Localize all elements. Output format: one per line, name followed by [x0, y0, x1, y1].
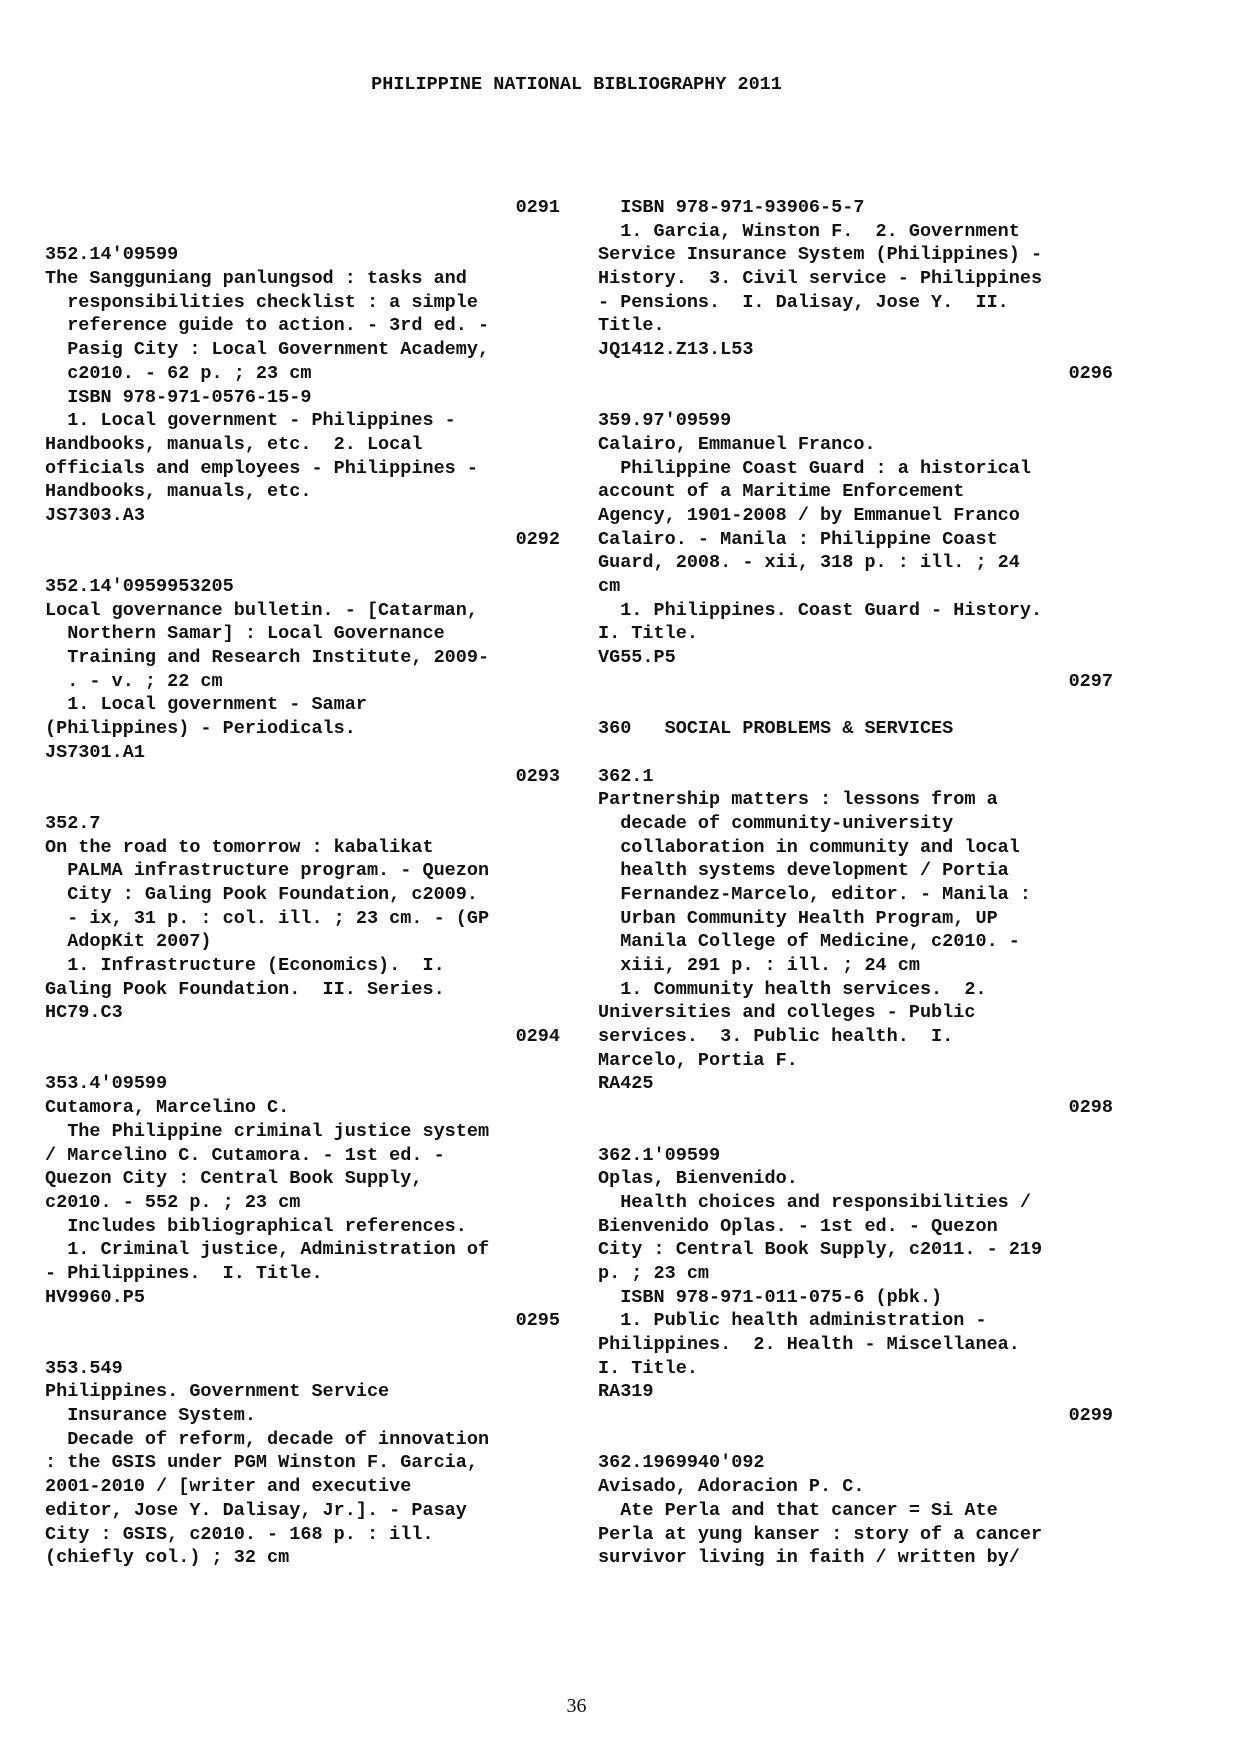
entry-line: p. ; 23 cm — [598, 1262, 710, 1284]
entry-line: cm — [598, 576, 621, 597]
entry-line: On the road to tomorrow : kabalikat — [45, 836, 434, 858]
entry-line: Service Insurance System (Philippines) - — [598, 244, 1043, 266]
entry-line: Calairo. - Manila : Philippine Coast — [598, 528, 998, 550]
entry-number: 0298 — [1068, 1097, 1113, 1119]
entry-line: c2010. - 62 p. ; 23 cm — [45, 362, 312, 384]
entry-line: Cutamora, Marcelino C. — [45, 1097, 290, 1119]
entry-line: RA319 — [598, 1381, 654, 1403]
entry-line: xiii, 291 p. : ill. ; 24 cm — [598, 955, 920, 976]
entry-line: RA425 — [598, 1073, 654, 1095]
entry-line: 352.7 — [45, 812, 101, 834]
entry-line: City : GSIS, c2010. - 168 p. : ill. — [45, 1523, 434, 1545]
entry-line: ISBN 978-971-0576-15-9 — [45, 386, 312, 408]
blank-line — [45, 1333, 560, 1357]
entry-line: - Philippines. I. Title. — [45, 1262, 323, 1284]
running-head: PHILIPPINE NATIONAL BIBLIOGRAPHY 2011 — [371, 74, 782, 95]
entry-line: Oplas, Bienvenido. — [598, 1168, 798, 1190]
entry-line: 1. Public health administration - — [598, 1310, 987, 1332]
blank-line — [598, 1428, 1113, 1452]
entry-line: Philippine Coast Guard : a historical — [598, 457, 1031, 479]
entry-line: Perla at yung kanser : story of a cancer — [598, 1523, 1043, 1545]
entry-line: Universities and colleges - Public — [598, 1002, 976, 1024]
entry-line: decade of community-university — [598, 812, 954, 834]
entry-line: 353.549 — [45, 1357, 123, 1379]
entry-line: account of a Maritime Enforcement — [598, 481, 965, 503]
entry-number: 0299 — [1068, 1405, 1113, 1427]
entry-line: Training and Research Institute, 2009- — [45, 647, 490, 669]
entry-line: Manila College of Medicine, c2010. - — [598, 931, 1020, 953]
entry-line: 1. Philippines. Coast Guard - History. — [598, 599, 1043, 621]
entry-line: Local governance bulletin. - [Catarman, — [45, 599, 478, 621]
entry-line: Quezon City : Central Book Supply, — [45, 1168, 423, 1190]
entry-line: I. Title. — [598, 1357, 698, 1379]
entry-line: services. 3. Public health. I. — [598, 1026, 954, 1048]
entry-line: Urban Community Health Program, UP — [598, 907, 998, 929]
entry-line: PALMA infrastructure program. - Quezon — [45, 860, 490, 882]
entry-line: (chiefly col.) ; 32 cm — [45, 1547, 290, 1569]
entry-line: JS7303.A3 — [45, 504, 145, 526]
entry-line: Includes bibliographical references. — [45, 1215, 467, 1237]
entry-line: 353.4'09599 — [45, 1073, 168, 1095]
entry-line: 362.1969940'092 — [598, 1452, 765, 1474]
entry-line: Philippines. 2. Health - Miscellanea. — [598, 1334, 1020, 1355]
entry-line: 1. Community health services. 2. — [598, 978, 987, 1000]
entry-line: officials and employees - Philippines - — [45, 457, 478, 479]
blank-line — [45, 788, 560, 812]
entry-line: The Sangguniang panlungsod : tasks and — [45, 268, 467, 290]
entry-line: Agency, 1901-2008 / by Emmanuel Franco — [598, 504, 1020, 526]
entry-line: 359.97'09599 — [598, 410, 732, 432]
entry-line: Avisado, Adoracion P. C. — [598, 1476, 865, 1498]
entry-line: reference guide to action. - 3rd ed. - — [45, 315, 490, 337]
page-number: 36 — [566, 1695, 587, 1717]
entry-line: JQ1412.Z13.L53 — [598, 339, 754, 361]
entry-line: Decade of reform, decade of innovation — [45, 1428, 490, 1450]
entry-line: VG55.P5 — [598, 647, 676, 669]
entry-line: Insurance System. — [45, 1405, 256, 1427]
entry-line: Ate Perla and that cancer = Si Ate — [598, 1499, 998, 1521]
entry-line: JS7301.A1 — [45, 741, 145, 763]
entry-line: 2001-2010 / [writer and executive — [45, 1476, 412, 1498]
entry-line: responsibilities checklist : a simple — [45, 291, 478, 313]
entry-line: 1. Local government - Philippines - — [45, 410, 456, 432]
entry-line: Handbooks, manuals, etc. — [45, 481, 312, 503]
entry-number: 0293 — [515, 765, 560, 787]
entry-line: 352.14'0959953205 — [45, 576, 234, 597]
entry-number: 0294 — [515, 1026, 560, 1048]
entry-line: Calairo, Emmanuel Franco. — [598, 433, 876, 455]
entry-line: / Marcelino C. Cutamora. - 1st ed. - — [45, 1144, 445, 1166]
entry-line: Pasig City : Local Government Academy, — [45, 339, 490, 361]
entry-line: 352.14'09599 — [45, 244, 179, 266]
entry-number: 0297 — [1068, 670, 1113, 692]
entry-line: 1. Local government - Samar — [45, 694, 367, 716]
entry-line: survivor living in faith / written by/ — [598, 1547, 1020, 1569]
entry-number: 0296 — [1068, 362, 1113, 384]
entry-line: HC79.C3 — [45, 1002, 123, 1024]
entry-line: . - v. ; 22 cm — [45, 670, 223, 692]
entry-line: - Pensions. I. Dalisay, Jose Y. II. — [598, 291, 1009, 313]
blank-line — [45, 220, 560, 244]
blank-line — [598, 386, 1113, 410]
blank-line — [598, 1120, 1113, 1144]
entry-line: 362.1'09599 — [598, 1144, 721, 1166]
entry-line: 1. Infrastructure (Economics). I. — [45, 955, 445, 976]
entry-line: - ix, 31 p. : col. ill. ; 23 cm. - (GP — [45, 907, 490, 929]
entry-line: Philippines. Government Service — [45, 1381, 390, 1403]
entry-line: City : Galing Pook Foundation, c2009. — [45, 883, 478, 905]
entry-line: Marcelo, Portia F. — [598, 1049, 798, 1071]
entry-line: c2010. - 552 p. ; 23 cm — [45, 1191, 301, 1213]
blank-line — [598, 741, 1113, 765]
entry-line: AdopKit 2007) — [45, 931, 212, 953]
right-column — [598, 196, 1113, 1570]
entry-line: 1. Garcia, Winston F. 2. Government — [598, 220, 1020, 242]
entry-line: Fernandez-Marcelo, editor. - Manila : — [598, 883, 1031, 905]
entry-line: Title. — [598, 315, 665, 337]
entry-line: 1. Criminal justice, Administration of — [45, 1239, 490, 1261]
entry-line: Health choices and responsibilities / — [598, 1191, 1031, 1213]
entry-number: 0295 — [515, 1310, 560, 1332]
entry-line: 360 SOCIAL PROBLEMS & SERVICES — [598, 718, 954, 740]
entry-line: History. 3. Civil service - Philippines — [598, 268, 1043, 290]
entry-line: (Philippines) - Periodicals. — [45, 718, 356, 740]
entry-line: Handbooks, manuals, etc. 2. Local — [45, 433, 423, 455]
entry-line: 362.1 — [598, 765, 654, 787]
entry-line: ISBN 978-971-011-075-6 (pbk.) — [598, 1286, 943, 1308]
entry-line: editor, Jose Y. Dalisay, Jr.]. - Pasay — [45, 1499, 467, 1521]
entry-line: health systems development / Portia — [598, 860, 1009, 882]
entry-number: 0291 — [515, 197, 560, 218]
entry-line: I. Title. — [598, 623, 698, 645]
entry-line: City : Central Book Supply, c2011. - 219 — [598, 1239, 1043, 1261]
entry-line: : the GSIS under PGM Winston F. Garcia, — [45, 1452, 478, 1474]
entry-line: Northern Samar] : Local Governance — [45, 623, 445, 645]
entry-line: Galing Pook Foundation. II. Series. — [45, 978, 445, 1000]
entry-line: Bienvenido Oplas. - 1st ed. - Quezon — [598, 1215, 998, 1237]
blank-line — [45, 551, 560, 575]
entry-line: Partnership matters : lessons from a — [598, 789, 998, 811]
entry-number: 0292 — [515, 528, 560, 550]
left-column — [45, 196, 560, 1570]
blank-line — [598, 693, 1113, 717]
entry-line: Guard, 2008. - xii, 318 p. : ill. ; 24 — [598, 552, 1020, 574]
entry-line: ISBN 978-971-93906-5-7 — [598, 197, 865, 218]
entry-line: HV9960.P5 — [45, 1286, 145, 1308]
blank-line — [45, 1049, 560, 1073]
entry-line: The Philippine criminal justice system — [45, 1120, 490, 1142]
entry-line: collaboration in community and local — [598, 836, 1020, 858]
